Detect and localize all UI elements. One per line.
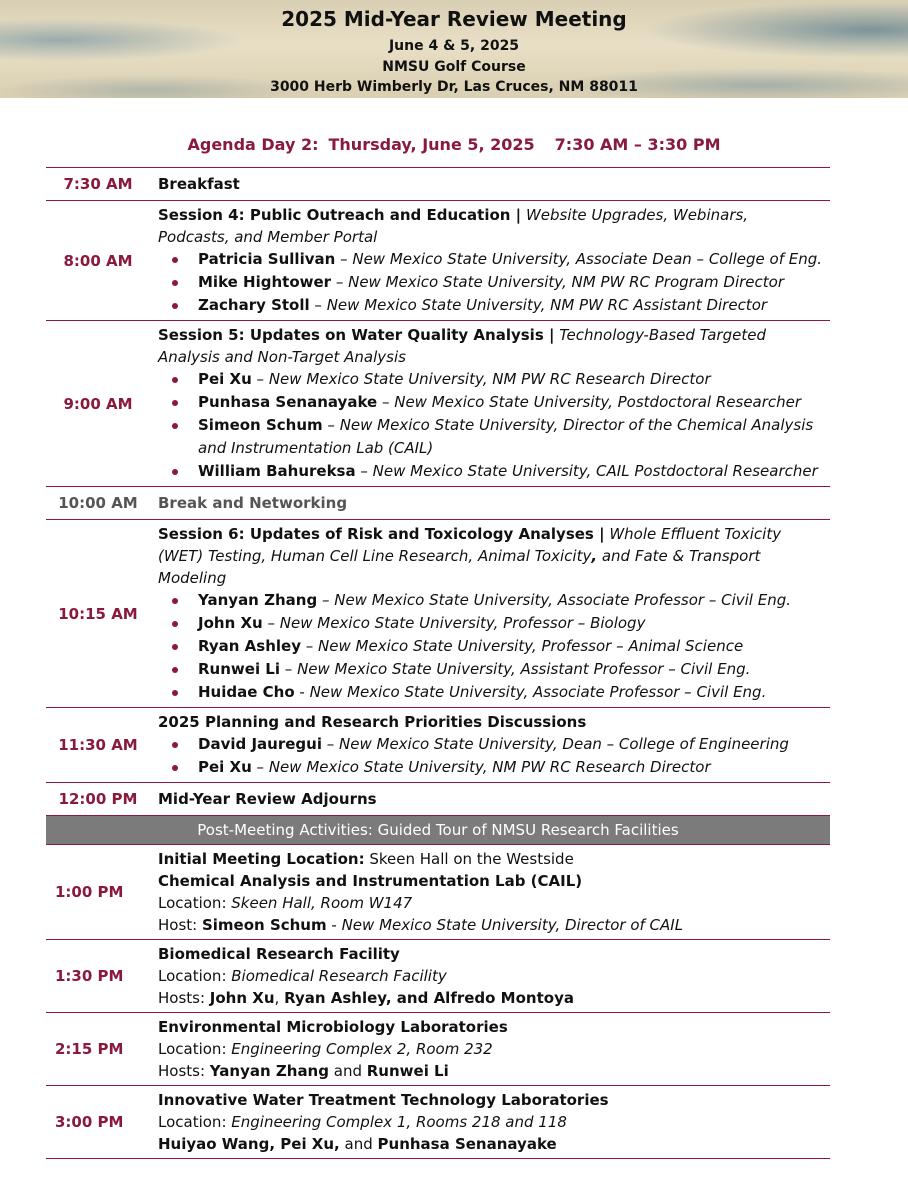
- host-role: New Mexico State University, Director of CAIL: [341, 916, 684, 934]
- speaker-name: John Xu: [198, 614, 263, 632]
- bullet-icon: [172, 400, 178, 406]
- speaker-list: [158, 733, 824, 779]
- time-cell: 12:00 PM: [46, 783, 158, 816]
- session-title: 2025 Planning and Research Priorities Discussions: [158, 713, 587, 731]
- facility-title: Innovative Water Treatment Technology Laboratories: [158, 1091, 609, 1109]
- speaker-separator: -: [294, 683, 310, 701]
- speaker-role: New Mexico State University, NM PW RC Assistant Director: [326, 296, 768, 314]
- host-name: Runwei Li: [366, 1062, 449, 1080]
- speaker-role: New Mexico State University, Associate Professor – Civil Eng.: [334, 591, 791, 609]
- agenda-item-title: Break and Networking: [158, 487, 830, 520]
- speaker-name: Mike Hightower: [198, 273, 332, 291]
- speaker-role: New Mexico State University, Assistant Professor – Civil Eng.: [297, 660, 751, 678]
- speaker-separator: –: [322, 416, 340, 434]
- speaker-list: [158, 248, 824, 317]
- facility-title: Biomedical Research Facility: [158, 945, 400, 963]
- time-cell: 1:30 PM: [46, 940, 158, 1013]
- time-cell: 3:00 PM: [46, 1086, 158, 1159]
- time-cell: 11:30 AM: [46, 708, 158, 783]
- bullet-icon: [172, 621, 178, 627]
- agenda-row-tour-2: [46, 940, 830, 1013]
- bullet-icon: [172, 303, 178, 309]
- speaker-name: Yanyan Zhang: [198, 591, 318, 609]
- agenda-day-label: Agenda Day 2:: [187, 135, 319, 154]
- tour-cell: [158, 845, 830, 940]
- speaker-separator: –: [280, 660, 298, 678]
- agenda-row-tour-1: [46, 845, 830, 940]
- speaker-name: Huidae Cho: [198, 683, 295, 701]
- location-label: Location:: [158, 1040, 232, 1058]
- host-label: Host:: [158, 916, 202, 934]
- bullet-icon: [172, 667, 178, 673]
- speaker-role: New Mexico State University, Associate Professor – Civil Eng.: [309, 683, 767, 701]
- host-and: and: [339, 1135, 378, 1153]
- initial-location-label: Initial Meeting Location:: [158, 850, 365, 868]
- session-subtitle-end: and Fate & Transport Modeling: [158, 547, 761, 587]
- speaker-item: [158, 635, 824, 658]
- speaker-item: [158, 733, 824, 756]
- session-subtitle: Whole Effluent Toxicity (WET) Testing, Human Cell Line Research, Animal Toxicity: [158, 525, 782, 565]
- bullet-icon: [172, 644, 178, 650]
- speaker-role: New Mexico State University, Director of the Chemical Analysis and Instrumentation Lab (CAIL): [198, 416, 814, 457]
- speaker-name: David Jauregui: [198, 735, 322, 753]
- bullet-icon: [172, 690, 178, 696]
- speaker-role: New Mexico State University, Professor – Biology: [279, 614, 646, 632]
- meeting-venue: NMSU Golf Course: [382, 59, 526, 75]
- speaker-list: [158, 368, 824, 483]
- location-value: Engineering Complex 2, Room 232: [231, 1040, 493, 1058]
- facility-title: Chemical Analysis and Instrumentation Lab (CAIL): [158, 872, 583, 890]
- session-cell: [158, 321, 830, 487]
- facility-title: Environmental Microbiology Laboratories: [158, 1018, 508, 1036]
- host-name: Ryan Ashley, and Alfredo Montoya: [284, 989, 574, 1007]
- time-cell: 10:15 AM: [46, 520, 158, 708]
- speaker-role: New Mexico State University, Postdoctoral Researcher: [394, 393, 802, 411]
- agenda-day-hours: 7:30 AM – 3:30 PM: [554, 135, 721, 154]
- time-cell: 9:00 AM: [46, 321, 158, 487]
- speaker-role: New Mexico State University, NM PW RC Program Director: [348, 273, 784, 291]
- agenda-item-title: Breakfast: [158, 168, 830, 201]
- session-title: Session 5: Updates on Water Quality Analysis |: [158, 326, 555, 344]
- bullet-icon: [172, 598, 178, 604]
- session-subtitle: Website Upgrades, Webinars, Podcasts, and Member Portal: [158, 206, 749, 246]
- agenda-row-session-4: [46, 201, 830, 321]
- speaker-name: Runwei Li: [198, 660, 281, 678]
- agenda-item-title: Mid-Year Review Adjourns: [158, 783, 830, 816]
- speaker-separator: –: [377, 393, 395, 411]
- speaker-item: [158, 612, 824, 635]
- time-cell: 10:00 AM: [46, 487, 158, 520]
- location-value: Skeen Hall, Room W147: [231, 894, 413, 912]
- session-cell: [158, 201, 830, 321]
- meeting-dates: June 4 & 5, 2025: [388, 38, 520, 54]
- speaker-item: [158, 391, 824, 414]
- host-separator: -: [326, 916, 342, 934]
- speaker-name: William Bahureksa: [198, 462, 356, 480]
- speaker-separator: –: [309, 296, 327, 314]
- speaker-separator: –: [355, 462, 373, 480]
- speaker-item: [158, 271, 824, 294]
- speaker-item: [158, 248, 824, 271]
- bullet-icon: [172, 280, 178, 286]
- speaker-item: [158, 756, 824, 779]
- tour-cell: [158, 1013, 830, 1086]
- speaker-role: New Mexico State University, NM PW RC Research Director: [268, 370, 711, 388]
- host-name: John Xu: [209, 989, 275, 1007]
- session-cell: [158, 708, 830, 783]
- speaker-name: Zachary Stoll: [198, 296, 310, 314]
- speaker-item: [158, 589, 824, 612]
- host-name: Huiyao Wang, Pei Xu,: [158, 1135, 340, 1153]
- location-label: Location:: [158, 1113, 232, 1131]
- location-value: Biomedical Research Facility: [231, 967, 447, 985]
- host-name: Simeon Schum: [201, 916, 327, 934]
- agenda-row-adjourn: [46, 783, 830, 816]
- agenda-day-date: Thursday, June 5, 2025: [328, 135, 535, 154]
- speaker-item: [158, 681, 824, 704]
- speaker-name: Punhasa Senanayake: [198, 393, 378, 411]
- speaker-name: Ryan Ashley: [198, 637, 301, 655]
- speaker-separator: –: [335, 250, 353, 268]
- speaker-separator: –: [251, 758, 269, 776]
- agenda-row-session-6: [46, 520, 830, 708]
- speaker-item: [158, 294, 824, 317]
- agenda-row-tour-4: [46, 1086, 830, 1159]
- post-meeting-banner: Post-Meeting Activities: Guided Tour of NMSU Research Facilities: [46, 816, 830, 845]
- agenda-table: [46, 167, 830, 1159]
- agenda-row-session-5: [46, 321, 830, 487]
- tour-cell: [158, 1086, 830, 1159]
- speaker-role: New Mexico State University, Dean – College of Engineering: [339, 735, 789, 753]
- post-meeting-banner-row: [46, 816, 830, 845]
- bullet-icon: [172, 257, 178, 263]
- agenda-row-breakfast: [46, 168, 830, 201]
- bullet-icon: [172, 423, 178, 429]
- speaker-role: New Mexico State University, Professor – Animal Science: [318, 637, 744, 655]
- agenda-row-break: [46, 487, 830, 520]
- meeting-address: 3000 Herb Wimberly Dr, Las Cruces, NM 88011: [270, 79, 638, 95]
- tour-cell: [158, 940, 830, 1013]
- bullet-icon: [172, 765, 178, 771]
- host-name: Punhasa Senanayake: [377, 1135, 557, 1153]
- speaker-list: [158, 589, 824, 704]
- speaker-item: [158, 368, 824, 391]
- speaker-name: Pei Xu: [198, 758, 252, 776]
- speaker-separator: –: [321, 735, 340, 753]
- location-value: Engineering Complex 1, Rooms 218 and 118: [231, 1113, 567, 1131]
- time-cell: 1:00 PM: [46, 845, 158, 940]
- speaker-separator: –: [251, 370, 269, 388]
- session-subtitle: Technology-Based Targeted Analysis and Non-Target Analysis: [158, 326, 766, 366]
- host-name: Yanyan Zhang: [209, 1062, 329, 1080]
- hosts-label: Hosts:: [158, 989, 210, 1007]
- location-label: Location:: [158, 894, 232, 912]
- agenda-day-heading: [0, 135, 908, 154]
- bullet-icon: [172, 469, 178, 475]
- session-subtitle-comma: ,: [591, 547, 598, 565]
- speaker-item: [158, 460, 824, 483]
- session-cell: [158, 520, 830, 708]
- session-title: Session 6: Updates of Risk and Toxicology Analyses |: [158, 525, 605, 543]
- speaker-separator: –: [262, 614, 280, 632]
- host-and: and: [328, 1062, 367, 1080]
- location-label: Location:: [158, 967, 232, 985]
- hosts-label: Hosts:: [158, 1062, 210, 1080]
- initial-location-value: Skeen Hall on the Westside: [364, 850, 574, 868]
- time-cell: 8:00 AM: [46, 201, 158, 321]
- speaker-item: [158, 658, 824, 681]
- time-cell: 7:30 AM: [46, 168, 158, 201]
- agenda-row-planning: [46, 708, 830, 783]
- speaker-name: Pei Xu: [198, 370, 252, 388]
- speaker-separator: –: [331, 273, 349, 291]
- host-separator: ,: [274, 989, 285, 1007]
- agenda-row-tour-3: [46, 1013, 830, 1086]
- bullet-icon: [172, 742, 178, 748]
- speaker-role: New Mexico State University, NM PW RC Research Director: [268, 758, 711, 776]
- speaker-name: Patricia Sullivan: [198, 250, 336, 268]
- meeting-title: 2025 Mid-Year Review Meeting: [281, 7, 627, 31]
- speaker-role: New Mexico State University, CAIL Postdoctoral Researcher: [372, 462, 818, 480]
- header-banner: [0, 0, 908, 98]
- bullet-icon: [172, 377, 178, 383]
- session-title: Session 4: Public Outreach and Education |: [158, 206, 522, 224]
- speaker-name: Simeon Schum: [198, 416, 323, 434]
- speaker-item: [158, 414, 824, 460]
- speaker-separator: –: [317, 591, 335, 609]
- time-cell: 2:15 PM: [46, 1013, 158, 1086]
- speaker-role: New Mexico State University, Associate Dean – College of Eng.: [352, 250, 823, 268]
- speaker-separator: –: [301, 637, 319, 655]
